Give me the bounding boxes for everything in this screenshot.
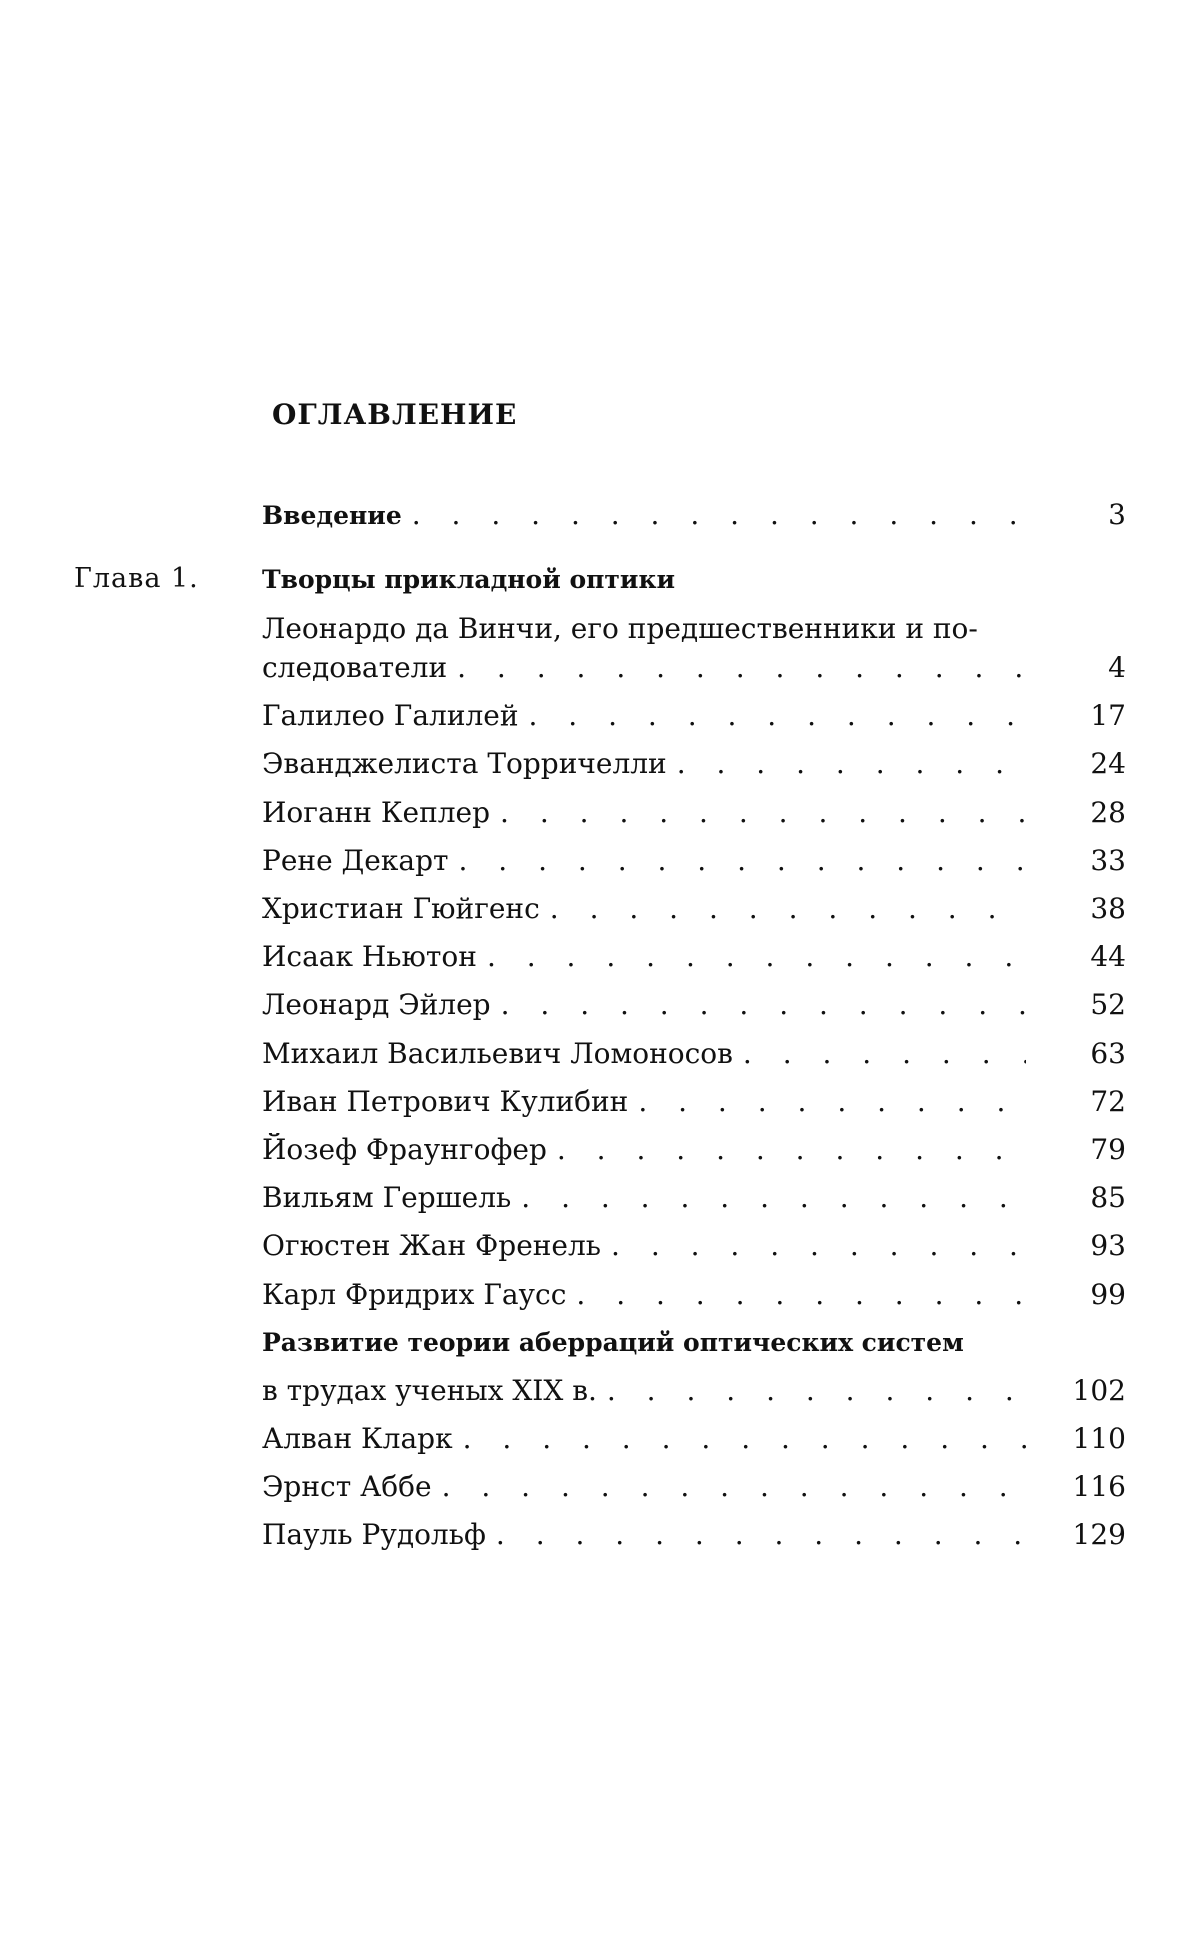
toc-page-number: 116 [1072, 1470, 1126, 1503]
toc-page-number: 28 [1090, 796, 1126, 829]
toc-entry-title: Карл Фридрих Гаусс [262, 1278, 567, 1311]
toc-entry-title: Йозеф Фраунгофер [262, 1133, 547, 1166]
toc-page-number: 44 [1090, 940, 1126, 973]
toc-entry-title: в трудах ученых XIX в. [262, 1374, 597, 1407]
dot-leader [677, 747, 1026, 781]
chapter-label: Глава 1. [74, 563, 199, 594]
toc-page-number: 102 [1072, 1374, 1126, 1407]
dot-leader [743, 1037, 1026, 1071]
toc-entry-title: Иван Петрович Кулибин [262, 1085, 629, 1118]
chapter-title: Творцы прикладной оптики [262, 565, 676, 594]
toc-entry[interactable] [262, 940, 1126, 974]
toc-page-number: 72 [1090, 1085, 1126, 1118]
dot-leader [501, 988, 1026, 1022]
dot-leader [412, 498, 1026, 532]
toc-page-number: 99 [1090, 1278, 1126, 1311]
toc-entry-title: Христиан Гюйгенс [262, 892, 540, 925]
toc-entry-title: Михаил Васильевич Ломоносов [262, 1037, 733, 1070]
page-title: ОГЛАВЛЕНИЕ [272, 398, 518, 431]
toc-page-number: 17 [1090, 699, 1126, 732]
toc-entry-title: Рене Декарт [262, 844, 449, 877]
dot-leader [457, 651, 1026, 685]
toc-entry-title-line1: Развитие теории аберраций оптических систем [262, 1328, 964, 1357]
dot-leader [458, 844, 1026, 878]
toc-entry-title: Галилео Галилей [262, 699, 519, 732]
toc-entry[interactable] [262, 1133, 1126, 1167]
dot-leader [521, 1181, 1026, 1215]
toc-page-number: 52 [1090, 988, 1126, 1021]
dot-leader [500, 796, 1026, 830]
toc-page-number: 24 [1090, 747, 1126, 780]
toc-entry-title: Введение [262, 501, 402, 530]
chapter-title-row[interactable] [262, 563, 1126, 597]
dot-leader [557, 1133, 1026, 1167]
toc-entry[interactable] [262, 1037, 1126, 1071]
toc-entry[interactable] [262, 1518, 1126, 1552]
toc-entry[interactable] [262, 988, 1126, 1022]
toc-entry[interactable] [262, 796, 1126, 830]
toc-entry[interactable] [262, 1374, 1126, 1408]
toc-entry-title-line1: Леонардо да Винчи, его предшественники и по- [262, 612, 978, 645]
toc-page-number: 93 [1090, 1229, 1126, 1262]
dot-leader [550, 892, 1026, 926]
toc-entry[interactable] [262, 1181, 1126, 1215]
dot-leader [529, 699, 1027, 733]
toc-page-number: 4 [1108, 651, 1126, 684]
toc-entry[interactable] [262, 651, 1126, 685]
toc-entry-line1[interactable] [262, 612, 1126, 646]
toc-page-number: 33 [1090, 844, 1126, 877]
toc-entry[interactable] [262, 844, 1126, 878]
toc-page-number: 110 [1072, 1422, 1126, 1455]
toc-entry[interactable] [262, 892, 1126, 926]
toc-page-number: 3 [1108, 498, 1126, 531]
toc-entry-title: Огюстен Жан Френель [262, 1229, 602, 1262]
toc-entry[interactable] [262, 1470, 1126, 1504]
toc-entry[interactable] [262, 1422, 1126, 1456]
toc-entry-title: Эрнст Аббе [262, 1470, 432, 1503]
toc-entry[interactable] [262, 747, 1126, 781]
toc-page-number: 85 [1090, 1181, 1126, 1214]
toc-entry-title: Исаак Ньютон [262, 940, 477, 973]
dot-leader [442, 1470, 1026, 1504]
toc-page-number: 63 [1090, 1037, 1126, 1070]
toc-entry-intro[interactable] [262, 498, 1126, 532]
toc-page-number: 79 [1090, 1133, 1126, 1166]
dot-leader [607, 1374, 1026, 1408]
toc-entry[interactable] [262, 1278, 1126, 1312]
toc-entry[interactable] [262, 1229, 1126, 1263]
toc-entry-title: Иоганн Кеплер [262, 796, 491, 829]
dot-leader [496, 1518, 1026, 1552]
toc-entry-title: Алван Кларк [262, 1422, 453, 1455]
dot-leader [611, 1229, 1026, 1263]
dot-leader [487, 940, 1026, 974]
toc-entry-title: Вильям Гершель [262, 1181, 512, 1214]
dot-leader [576, 1278, 1026, 1312]
toc-entry-title: Пауль Рудольф [262, 1518, 486, 1551]
toc-entry-title: Леонард Эйлер [262, 988, 491, 1021]
dot-leader [638, 1085, 1026, 1119]
toc-entry-line1[interactable] [262, 1326, 1126, 1360]
toc-entry[interactable] [262, 699, 1126, 733]
toc-entry[interactable] [262, 1085, 1126, 1119]
toc-page-number: 129 [1072, 1518, 1126, 1551]
toc-entry-title: Эванджелиста Торричелли [262, 747, 667, 780]
toc-entry-title: следователи [262, 651, 448, 684]
dot-leader [463, 1422, 1026, 1456]
toc-page-number: 38 [1090, 892, 1126, 925]
